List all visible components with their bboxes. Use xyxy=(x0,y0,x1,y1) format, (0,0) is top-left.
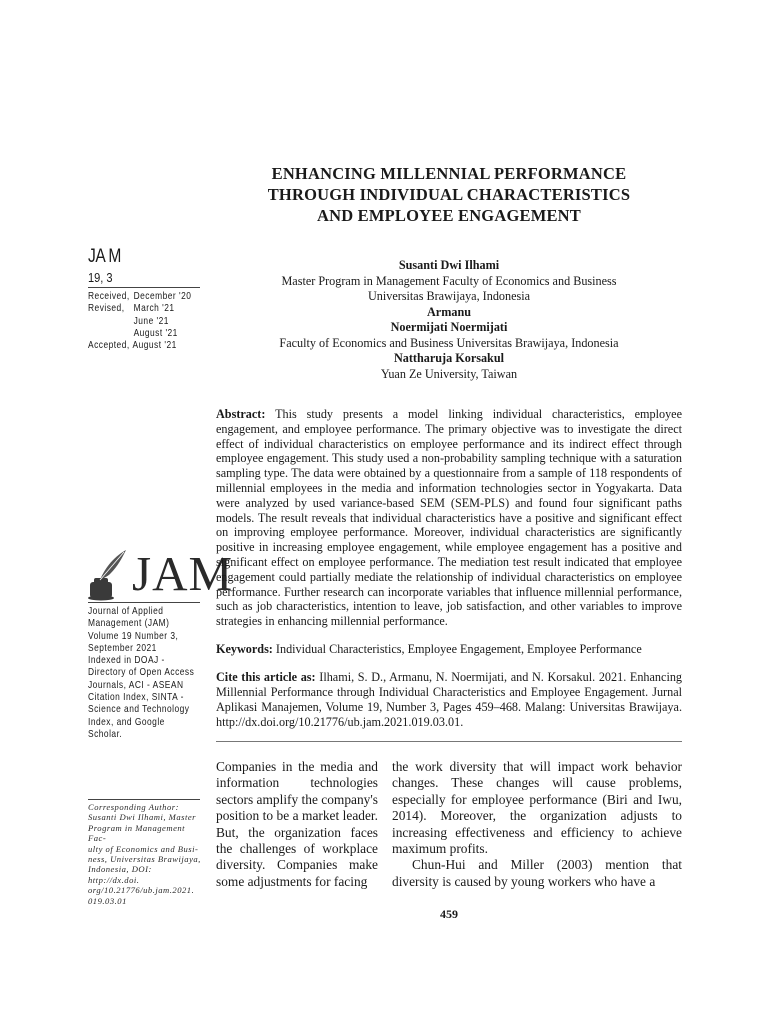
citation-label: Cite this article as: xyxy=(216,670,316,684)
title-line-3: AND EMPLOYEE ENGAGEMENT xyxy=(316,206,582,225)
date-row xyxy=(88,315,191,327)
author-affiliation: Master Program in Management Faculty of Economics and Business xyxy=(281,273,617,288)
corresponding-line: Susanti Dwi Ilhami, Master xyxy=(88,812,197,823)
keywords-text: Individual Characteristics, Employee Engagement, Employee Performance xyxy=(275,642,642,656)
citation xyxy=(216,670,682,730)
date-label xyxy=(88,315,134,327)
page-number: 459 xyxy=(440,907,458,921)
sidebar-divider xyxy=(88,602,200,603)
corresponding-line: Corresponding Author: xyxy=(88,802,179,812)
logo-wordmark: JAM xyxy=(132,546,234,601)
article-title xyxy=(216,163,682,226)
corresponding-line: org/10.21776/ub.jam.2021. xyxy=(88,885,195,896)
journal-info-line: Indexed in DOAJ - xyxy=(88,654,165,667)
journal-info-line: Index, and Google xyxy=(88,715,165,728)
journal-info-line: September 2021 xyxy=(88,641,157,654)
author-block xyxy=(216,258,682,382)
section-divider xyxy=(216,741,682,742)
date-label: Accepted, xyxy=(88,339,130,352)
journal-info xyxy=(88,605,194,740)
corresponding-line: Indonesia, DOI: http://dx.doi. xyxy=(88,864,152,885)
abstract-text: This study presents a model linking individual characteristics, employee engagement, and employee performance. The primary objective was to investigate the direct effect of individual characteristics on employee performance and its indirect effect through employee engagement. This study used a non-probability sampling technique with a saturation sampling type. The data were obtained by a questionnaire from a sample of 118 respondents of millennial employees in the media and information technologies sector in Yogyakarta. Data were analyzed by used variance-based SEM (SEM-PLS) and found four significant paths models. The result reveals that individual characteristics have a positive and significant effect on improving employee performance. Moreover, individual characteristics are significantly positive in increasing employee engagement, while employee engagement has a positive and significant effect on employee performance. The mediation test result indicated that employee engagement could partially mediate the relationship of individual characteristics on employee performance. Further research can incorporate variables that influence millennial performance, such as job characteristics, intention to leave, job satisfaction, and other variables to improve strategies in enhancing millennial performance. xyxy=(216,407,682,629)
volume-issue: 19, 3 xyxy=(88,270,113,285)
author-affiliation: Yuan Ze University, Taiwan xyxy=(380,366,518,381)
date-value: June '21 xyxy=(133,314,169,327)
body-column-1: Companies in the media and information technologies sectors amplify the company's position to be a market leader. But, the organization faces the challenges of workplace diversity. Companies make some adjustments for facing xyxy=(216,759,378,889)
date-value: December '20 xyxy=(133,290,192,302)
date-value: March '21 xyxy=(133,302,175,315)
corresponding-line: ness, Universitas Brawijaya, xyxy=(88,854,201,865)
date-label: Received, xyxy=(88,290,130,302)
journal-info-line: Directory of Open Access xyxy=(88,666,195,679)
keywords xyxy=(216,642,682,657)
abstract xyxy=(216,407,682,629)
journal-info-line: Journals, ACI - ASEAN xyxy=(88,678,184,691)
corresponding-line: ulty of Economics and Busi- xyxy=(88,843,199,854)
date-label: Revised, xyxy=(88,302,125,315)
date-row xyxy=(88,302,191,314)
title-line-1: ENHANCING MILLENNIAL PERFORMANCE xyxy=(271,164,627,183)
author-affiliation: Faculty of Economics and Business Universitas Brawijaya, Indonesia xyxy=(279,335,619,350)
corresponding-line: 019.03.01 xyxy=(88,895,127,906)
journal-info-line: Scholar. xyxy=(88,727,123,740)
body-column-2 xyxy=(392,759,682,890)
date-value: August '21 xyxy=(132,339,177,352)
date-value: August '21 xyxy=(133,326,178,339)
keywords-label: Keywords: xyxy=(216,642,273,656)
citation-text: Ilhami, S. D., Armanu, N. Noermijati, and N. Korsakul. 2021. Enhancing Millennial Performance through Individual Characteristics and Employee Engagement. Jurnal Aplikasi Manajemen, Volume 19, Number 3, Pages 459–468. Malang: Universitas Brawijaya. http://dx.doi.org/10.21776/ub.jam.2021.019.03.01. xyxy=(216,670,683,729)
date-row xyxy=(88,290,191,302)
author-name: Susanti Dwi Ilhami xyxy=(398,258,500,272)
abstract-label: Abstract: xyxy=(216,407,266,421)
publication-dates xyxy=(88,290,191,351)
author-affiliation: Universitas Brawijaya, Indonesia xyxy=(367,289,531,303)
author-name: Armanu xyxy=(426,304,471,319)
body-paragraph: the work diversity that will impact work behavior changes. These changes will cause problems, especially for employee performance (Biri and Iwu, 2014). Moreover, the organization adjusts to increasing effectiveness and efficiency to achieve maximum profits. xyxy=(392,759,682,857)
date-label xyxy=(88,327,134,339)
journal-abbrev: JA M xyxy=(88,246,121,267)
journal-info-line: Citation Index, SINTA - xyxy=(88,691,184,704)
date-row xyxy=(88,327,191,339)
journal-info-line: Journal of Applied xyxy=(88,605,164,617)
journal-info-line: Science and Technology xyxy=(88,703,190,716)
journal-info-line: Volume 19 Number 3, xyxy=(88,629,179,642)
date-row xyxy=(88,339,191,351)
sidebar-divider xyxy=(88,799,200,800)
author-name: Nattharuja Korsakul xyxy=(393,351,505,365)
corresponding-author xyxy=(88,802,203,906)
journal-info-line: Management (JAM) xyxy=(88,617,170,630)
body-paragraph: Chun-Hui and Miller (2003) mention that diversity is caused by young workers who have a xyxy=(392,857,682,889)
corresponding-line: Program in Management Fac- xyxy=(88,822,186,844)
title-line-2: THROUGH INDIVIDUAL CHARACTERISTICS xyxy=(267,185,631,204)
sidebar-divider xyxy=(88,287,200,288)
author-name: Noermijati Noermijati xyxy=(390,320,508,334)
